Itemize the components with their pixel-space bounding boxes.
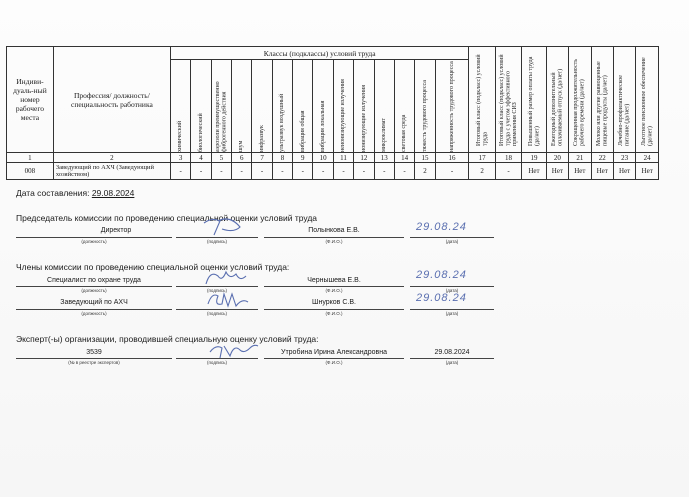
expert-signature bbox=[206, 338, 260, 362]
table-cell: - bbox=[333, 163, 353, 180]
header-summary-3: Повышенный размер оплаты труда (да/нет) bbox=[527, 56, 540, 146]
col-number: 20 bbox=[546, 153, 568, 163]
header-factor-13: тяжесть трудового процесса bbox=[421, 80, 428, 152]
date-label: Дата составления: bbox=[16, 188, 90, 198]
table-cell: Нет bbox=[613, 163, 635, 180]
working-conditions-table bbox=[6, 46, 659, 180]
header-summary-5: Сокращенная продолжительность рабочего времени (да/нет) bbox=[573, 58, 586, 146]
member-2-name: Шнурков С.В. bbox=[312, 299, 356, 306]
col-number: 15 bbox=[415, 153, 435, 163]
col-number: 10 bbox=[313, 153, 333, 163]
caption-position: (должность) bbox=[81, 288, 107, 293]
table-cell: - bbox=[211, 163, 231, 180]
caption-signature: (подпись) bbox=[206, 311, 227, 316]
table-cell: 2 bbox=[469, 163, 495, 180]
col-number: 1 bbox=[7, 153, 54, 163]
member-2-signature bbox=[204, 288, 254, 312]
col-number: 7 bbox=[252, 153, 272, 163]
table-cell: - bbox=[394, 163, 414, 180]
members-heading: Члены комиссии по проведению специальной оценки условий труда: bbox=[16, 262, 290, 272]
col-number: 9 bbox=[293, 153, 313, 163]
table-cell: - bbox=[293, 163, 313, 180]
column-number-row bbox=[7, 153, 659, 163]
header-classes-title: Классы (подклассы) условий труда bbox=[170, 47, 468, 60]
header-summary-8: Льготное пенсионное обеспечение (да/нет) bbox=[640, 56, 654, 146]
header-factor-3: аэрозоли преимущественно фиброгенного действия bbox=[214, 81, 228, 152]
workplace-id: 008 bbox=[7, 163, 54, 180]
chair-name: Полынкова Е.В. bbox=[308, 227, 360, 234]
table-cell: Нет bbox=[569, 163, 591, 180]
member-1-date: 29.08.24 bbox=[416, 269, 467, 281]
chair-signature bbox=[200, 215, 250, 239]
caption-registry: (№ в реестре экспертов) bbox=[68, 360, 120, 365]
member-1-signature bbox=[200, 266, 250, 290]
header-factor-8: вибрация локальная bbox=[319, 100, 326, 152]
table-cell: 2 bbox=[415, 163, 435, 180]
caption-date: (дата) bbox=[445, 311, 459, 316]
header-factor-11: микроклимат bbox=[380, 118, 387, 152]
header-summary-1: Итоговый класс (подкласс) условий труда bbox=[475, 53, 489, 146]
caption-signature: (подпись) bbox=[206, 288, 227, 293]
profession-cell: Заведующий по АХЧ (Заведующий хозяйством) bbox=[53, 163, 170, 180]
caption-fio: (Ф.И.О.) bbox=[325, 288, 343, 293]
header-summary-4: Ежегодный дополнительный оплачиваемый отпуск (да/нет) bbox=[550, 68, 564, 146]
chair-date: 29.08.24 bbox=[416, 221, 467, 233]
col-number: 3 bbox=[170, 153, 190, 163]
expert-date: 29.08.2024 bbox=[434, 349, 470, 356]
expert-heading: Эксперт(-ы) организации, проводившей специальную оценку условий труда: bbox=[16, 334, 319, 344]
col-number: 6 bbox=[232, 153, 252, 163]
col-number: 11 bbox=[333, 153, 353, 163]
col-number: 21 bbox=[569, 153, 591, 163]
chair-position: Директор bbox=[100, 227, 132, 234]
col-number: 23 bbox=[613, 153, 635, 163]
header-summary-6: Молоко или другие равноценные пищевые продукты (да/нет) bbox=[595, 60, 609, 146]
col-number: 22 bbox=[591, 153, 613, 163]
caption-fio: (Ф.И.О.) bbox=[325, 360, 343, 365]
date-value: 29.08.2024 bbox=[91, 188, 135, 198]
caption-date: (дата) bbox=[445, 288, 459, 293]
header-workplace-number: Индиви-дуаль-ный номер рабочего места bbox=[7, 47, 54, 153]
expert-registry-number: 3539 bbox=[86, 349, 102, 356]
col-number: 17 bbox=[469, 153, 495, 163]
col-number: 16 bbox=[435, 153, 469, 163]
col-number: 24 bbox=[636, 153, 659, 163]
member-2-position: Заведующий по АХЧ bbox=[60, 299, 128, 306]
caption-date: (дата) bbox=[445, 239, 459, 244]
caption-signature: (подпись) bbox=[206, 239, 227, 244]
header-summary-7: Лечебно-профилактическое питание (да/нет) bbox=[618, 74, 631, 146]
header-factor-4: шум bbox=[238, 140, 245, 152]
caption-position: (должность) bbox=[81, 311, 107, 316]
table-cell: - bbox=[272, 163, 292, 180]
table-cell: Нет bbox=[636, 163, 659, 180]
table-cell: - bbox=[191, 163, 211, 180]
header-factor-1: химический bbox=[177, 120, 184, 152]
table-cell: - bbox=[495, 163, 521, 180]
col-number: 4 bbox=[191, 153, 211, 163]
caption-fio: (Ф.И.О.) bbox=[325, 239, 343, 244]
date-line bbox=[16, 188, 134, 198]
chair-heading: Председатель комиссии по проведению специальной оценки условий труда bbox=[16, 213, 318, 223]
table-cell: - bbox=[374, 163, 394, 180]
col-number: 14 bbox=[394, 153, 414, 163]
member-1-position: Специалист по охране труда bbox=[47, 277, 141, 284]
col-number: 19 bbox=[522, 153, 546, 163]
table-cell: Нет bbox=[546, 163, 568, 180]
caption-signature: (подпись) bbox=[206, 360, 227, 365]
header-factor-2: биологический bbox=[197, 113, 204, 152]
col-number: 2 bbox=[53, 153, 170, 163]
header-factor-6: ультразвук воздушный bbox=[279, 93, 286, 152]
table-cell: - bbox=[313, 163, 333, 180]
table-cell: Нет bbox=[591, 163, 613, 180]
header-factor-14: напряженность трудового процесса bbox=[448, 61, 455, 152]
table-cell: - bbox=[170, 163, 190, 180]
table-cell: - bbox=[232, 163, 252, 180]
header-factor-7: вибрация общая bbox=[299, 110, 306, 152]
header-summary-2: Итоговый класс (подкласс) условий труда с учетом эффективного применения СИЗ bbox=[498, 53, 518, 146]
expert-name: Утробина Ирина Александровна bbox=[281, 349, 387, 356]
header-factor-9: неионизирующие излучения bbox=[340, 79, 347, 152]
col-number: 5 bbox=[211, 153, 231, 163]
col-number: 12 bbox=[354, 153, 374, 163]
table-cell: - bbox=[435, 163, 469, 180]
table-row bbox=[7, 163, 659, 180]
col-number: 8 bbox=[272, 153, 292, 163]
table-cell: Нет bbox=[522, 163, 546, 180]
col-number: 18 bbox=[495, 153, 521, 163]
member-2-date: 29.08.24 bbox=[416, 292, 467, 304]
caption-position: (должность) bbox=[81, 239, 107, 244]
header-factor-10: ионизирующие излучения bbox=[360, 84, 367, 152]
table-cell: - bbox=[354, 163, 374, 180]
header-factor-12: световая среда bbox=[401, 114, 408, 152]
caption-fio: (Ф.И.О.) bbox=[325, 311, 343, 316]
header-profession: Профессия/ должность/ специальность работника bbox=[53, 47, 170, 153]
table-cell: - bbox=[252, 163, 272, 180]
member-1-name: Чернышева Е.В. bbox=[307, 277, 361, 284]
col-number: 13 bbox=[374, 153, 394, 163]
header-factor-5: инфразвук bbox=[258, 125, 265, 152]
caption-date: (дата) bbox=[445, 360, 459, 365]
